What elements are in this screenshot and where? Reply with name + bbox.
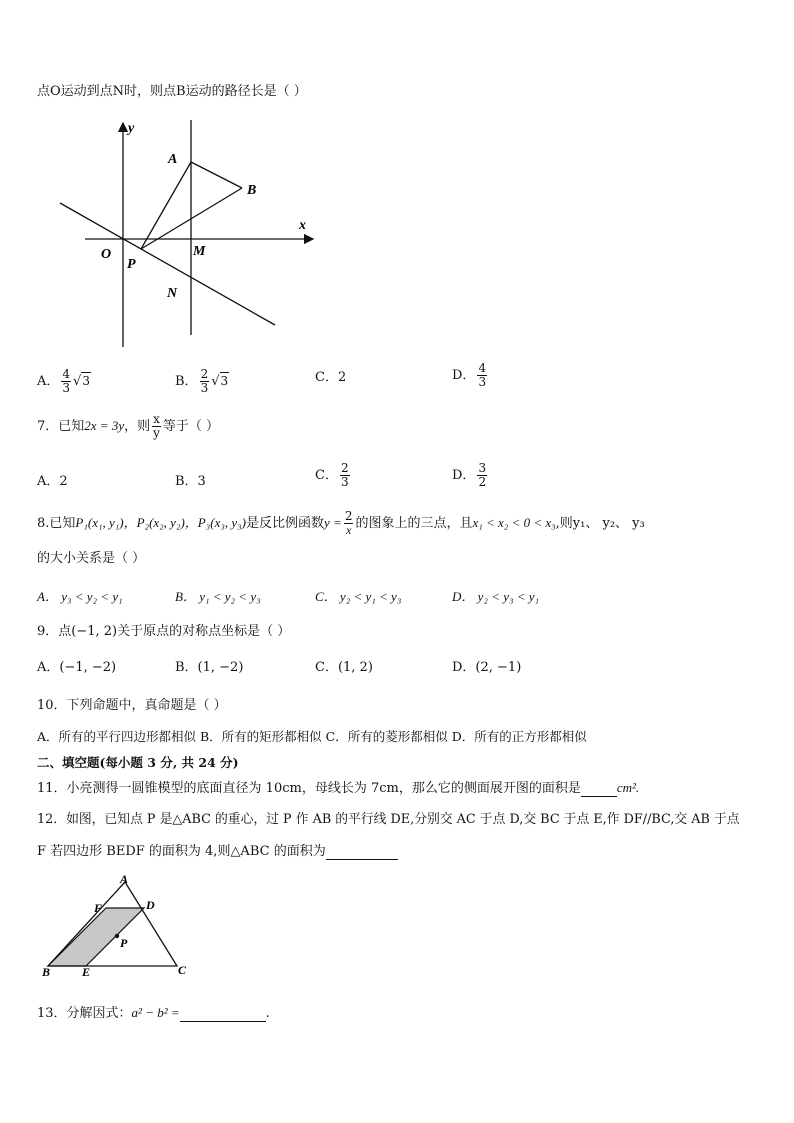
q12-answer-blank[interactable] — [326, 843, 398, 860]
q8-option-b[interactable]: B． y₁ < y₂ < y₃ — [175, 589, 261, 604]
label-y: y — [128, 121, 135, 136]
q9-option-a[interactable]: A．(−1, −2) — [37, 660, 117, 675]
q12-figure — [36, 872, 196, 982]
label-P2: P — [120, 936, 128, 950]
q6-option-d[interactable]: D． $\frac{4}{3}$ — [452, 361, 487, 389]
seg-AB — [191, 162, 242, 188]
section-2-heading: 二、填空题(每小题 3 分, 共 24 分) — [37, 755, 239, 770]
q13-answer-blank[interactable] — [180, 1005, 266, 1022]
q11-stem: 11．小亮测得一圆锥模型的底面直径为 10cm，母线长为 7cm，那么它的侧面展开图的面积是 cm². — [37, 780, 640, 796]
label-F2: F — [94, 901, 103, 915]
label-B2: B — [42, 965, 51, 979]
label-O: O — [101, 247, 112, 262]
label-x: x — [299, 218, 306, 233]
label-M: M — [193, 244, 206, 259]
line-ON — [60, 203, 275, 325]
q6-option-c[interactable]: C．2 — [315, 370, 347, 385]
q7-option-a[interactable]: A．2 — [37, 474, 68, 489]
q7-option-d[interactable]: D． $\frac{3}{2}$ — [452, 461, 487, 489]
label-N: N — [167, 286, 178, 301]
q8-stem-line2: 的大小关系是（ ） — [37, 551, 146, 566]
q7-stem: 7．已知2x = 3y，则 $\frac{x}{y}$ 等于（ ） — [37, 412, 220, 440]
q9-option-b[interactable]: B．(1, −2) — [175, 660, 244, 675]
label-C2: C — [178, 963, 187, 977]
q6-option-b[interactable]: B． $\frac{2}{3}$ √3 — [175, 367, 229, 395]
q13-stem: 13．分解因式：a² − b² = . — [37, 1005, 270, 1021]
q12-stem-line2: F 若四边形 BEDF 的面积为 4,则△ABC 的面积为 — [37, 843, 398, 860]
label-B: B — [247, 183, 257, 198]
q12-stem-line1: 12．如图，已知点 P 是△ABC 的重心，过 P 作 AB 的平行线 DE,分别交 AC 于点 D,交 BC 于点 E,作 DF//BC,交 AB 于点 — [37, 812, 740, 827]
q6-option-a[interactable]: A． $\frac{4}{3}$ √3 — [37, 367, 90, 395]
parallelogram-BEDF — [48, 908, 144, 966]
label-E2: E — [82, 965, 91, 979]
q8-option-a[interactable]: A． y₃ < y₂ < y₁ — [37, 589, 123, 604]
point-P — [115, 934, 119, 938]
q8-option-c[interactable]: C． y₂ < y₁ < y₃ — [315, 589, 402, 604]
seg-PA — [141, 162, 191, 249]
label-A: A — [168, 152, 178, 167]
q11-answer-blank[interactable] — [581, 780, 617, 797]
q9-stem: 9．点(−1, 2)关于原点的对称点坐标是（ ） — [37, 624, 291, 639]
q6-figure — [55, 115, 320, 355]
q6-stem: 点O运动到点N时，则点B运动的路径长是（ ） — [37, 84, 307, 99]
q9-option-d[interactable]: D．(2, −1) — [452, 660, 522, 675]
q10-options[interactable]: A．所有的平行四边形都相似 B．所有的矩形都相似 C．所有的菱形都相似 D．所有的正方形都相似 — [37, 729, 587, 744]
q7-option-b[interactable]: B．3 — [175, 474, 206, 489]
q7-option-c[interactable]: C． $\frac{2}{3}$ — [315, 461, 349, 489]
q10-stem: 10．下列命题中，真命题是（ ） — [37, 698, 227, 713]
label-D2: D — [146, 898, 155, 912]
q9-option-c[interactable]: C．(1, 2) — [315, 660, 373, 675]
label-A2: A — [120, 872, 129, 886]
q8-option-d[interactable]: D． y₂ < y₃ < y₁ — [452, 589, 540, 604]
label-P: P — [127, 257, 136, 272]
q8-stem-line1: 8.已知P₁(x₁, y₁)，P₂(x₂, y₂)，P₃(x₃, y₃)是反比例函数y = $\frac{2}{x}$ 的图象上的三点，且x₁ < x₂ < 0 < x₃,则y₁、 y₂、 y₃ — [37, 509, 645, 537]
